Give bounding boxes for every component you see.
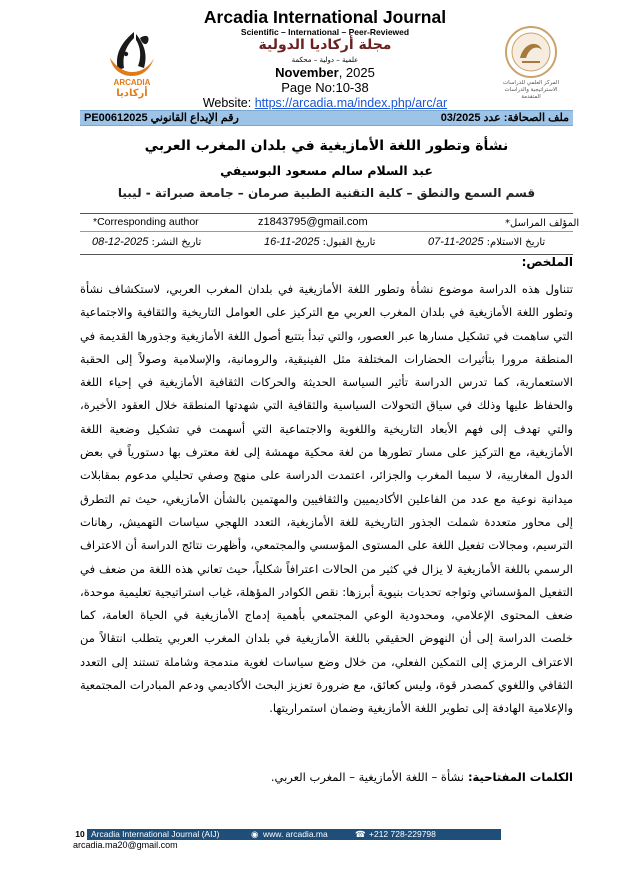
divider	[80, 213, 573, 214]
issue-year: , 2025	[338, 65, 375, 80]
page-number: 10	[73, 829, 87, 840]
issue-month: November	[275, 65, 339, 80]
received-value: 2025-11-07	[428, 236, 484, 248]
article-affiliation: قسم السمع والنطق – كلية التقنية الطبية صرمان – جامعة صبراتة - ليبيا	[117, 186, 536, 200]
journal-title-ar: مجلة أركاديا الدولية	[258, 37, 392, 53]
logo-left-text-ar: أركاديا	[116, 88, 148, 99]
keywords	[80, 770, 573, 784]
globe-icon: ◉	[251, 829, 259, 839]
published-label: تاريخ النشر:	[148, 237, 202, 248]
phone-icon: ☎	[355, 829, 366, 839]
abstract-heading: الملخص:	[521, 255, 573, 269]
keywords-text: نشأة – اللغة الأمازيغية – المغرب العربي.	[270, 770, 464, 784]
author-email[interactable]: z1843795@gmail.com	[258, 216, 368, 228]
journal-subtitle: Scientific – International – Peer-Reviewed	[240, 27, 410, 37]
published-value: 2025-12-08	[92, 236, 149, 248]
received-date	[428, 236, 545, 248]
accepted-value: 2025-11-16	[264, 236, 320, 248]
corresponding-author-ar: المؤلف المراسل*	[505, 218, 580, 229]
logo-right-text: المركز العلمي للدراسات الاستراتيجية والدراسات المتقدمة	[502, 80, 560, 100]
divider	[80, 231, 573, 232]
accepted-label: تاريخ القبول:	[319, 237, 376, 248]
website-line	[160, 96, 490, 110]
website-label: Website:	[202, 96, 255, 110]
logo-left-text: ARCADIA	[113, 78, 151, 87]
divider	[80, 254, 573, 255]
footer-website[interactable]: www. arcadia.ma	[263, 829, 328, 839]
footer-journal: Arcadia International Journal (AIJ)	[91, 829, 220, 839]
footer-phone: +212 728-229798	[369, 829, 436, 839]
research-center-logo	[500, 24, 562, 104]
legal-deposit: رقم الإيداع القانوني PE00612025	[84, 112, 239, 124]
article-title: نشأة وتطور اللغة الأمازيغية في بلدان المغرب العربي	[144, 138, 509, 154]
journal-title: Arcadia International Journal	[203, 7, 447, 27]
issue-date	[160, 65, 490, 80]
arcadia-logo	[96, 28, 168, 102]
received-label: تاريخ الاستلام:	[483, 237, 546, 248]
journal-subtitle-ar: علمية – دولية – محكمة	[291, 56, 359, 64]
abstract-text: تتناول هذه الدراسة موضوع نشأة وتطور اللغة الأمازيغية في بلدان المغرب العربي، لاستكشاف نشأة وتطور اللغة الأمازيغية في بلدان المغرب العربي مع التركيز على العوامل التاريخية والثقافية والاجتماعية التي ساهمت في تشكيل مسارها عبر العصور، والتي تبدأ بتتبع أصول اللغة الأمازيغية وجذورها القديمة في المنطقة مرورا بتأثيرات الحضارات المختلفة مثل الفينيقية، والرومانية، والإسلامية وصولاً إلى الحقبة الاستعمارية، كما تدرس الدراسة تأثير السياسة الحديثة والحركات الثقافية الأمازيغية في إحياء اللغة والحفاظ عليها وذلك في سياق التحولات السياسية والثقافية التي شهدتها المنطقة خلال العقود الأخيرة، والتي تهدف إلى فهم الأبعاد التاريخية واللغوية والاجتماعية التي أسهمت في تشكيل وضعية اللغة الأمازيغية، مع التركيز على مسار تطورها من لغة محكية مهمشة إلى لغة معترف بها دستورياً في بعض الدول المغاربية، لا سيما المغرب والجزائر، اعتمدت الدراسة على منهج وصفي تحليلي مدعوم بمقابلات ميدانية نوعية مع عدد من الفاعلين الأكاديميين والثقافيين والمهتمين بالشأن الأمازيغي، حيث تم التطرق إلى محاور متعددة شملت الجذور التاريخية للغة الأمازيغية، التعدد اللهجي سياسات التهميش، رهانات الترسيم، ومجالات تفعيل اللغة على المستوى المؤسسي والمجتمعي، وأظهرت نتائج الدراسة أن الاعتراف الرسمي باللغة الأمازيغية لا يزال في كثير من الحالات اعترافاً شكلياً، حيث تعاني هذه اللغة من ضعف في التفعيل المؤسساتي وتواجه تحديات بنيوية أبرزها: نقص الكوادر المؤهلة، غياب استراتيجية تعليمية موحدة، ضعف المحتوى الإعلامي، ومحدودية الوعي المجتمعي بأهمية إدماج الأمازيغية في الحياة العامة، كما خلصت الدراسة إلى أن النهوض الحقيقي باللغة الأمازيغية في بلدان المغرب العربي يتطلب انتقالاً من الاعتراف الرمزي إلى التمكين الفعلي، من خلال وضع سياسات لغوية مندمجة وشاملة تستند إلى التعدد الثقافي واللغوي كمصدر قوة، وليس كعائق، مع ضرورة تعزيز البحث الأكاديمي ودعم المبادرات المجتمعية والإعلامية الهادفة إلى تطوير اللغة الأمازيغية وضمان استمراريتها.	[80, 282, 573, 716]
file-label: ملف الصحافة: عدد 03/2025	[440, 112, 569, 124]
article-author: عبد السلام سالم مسعود البوسيفي	[220, 163, 433, 178]
footer-email[interactable]: arcadia.ma20@gmail.com	[73, 840, 178, 850]
published-date	[92, 236, 201, 248]
page-range: Page No:10-38	[281, 80, 369, 95]
page-footer	[73, 829, 501, 840]
accepted-date	[264, 236, 375, 248]
info-bar	[80, 110, 573, 126]
website-link[interactable]: https://arcadia.ma/index.php/arc/ar	[254, 96, 448, 110]
keywords-label: الكلمات المفتاحية:	[463, 770, 573, 784]
corresponding-author-en: *Corresponding author	[93, 216, 199, 228]
